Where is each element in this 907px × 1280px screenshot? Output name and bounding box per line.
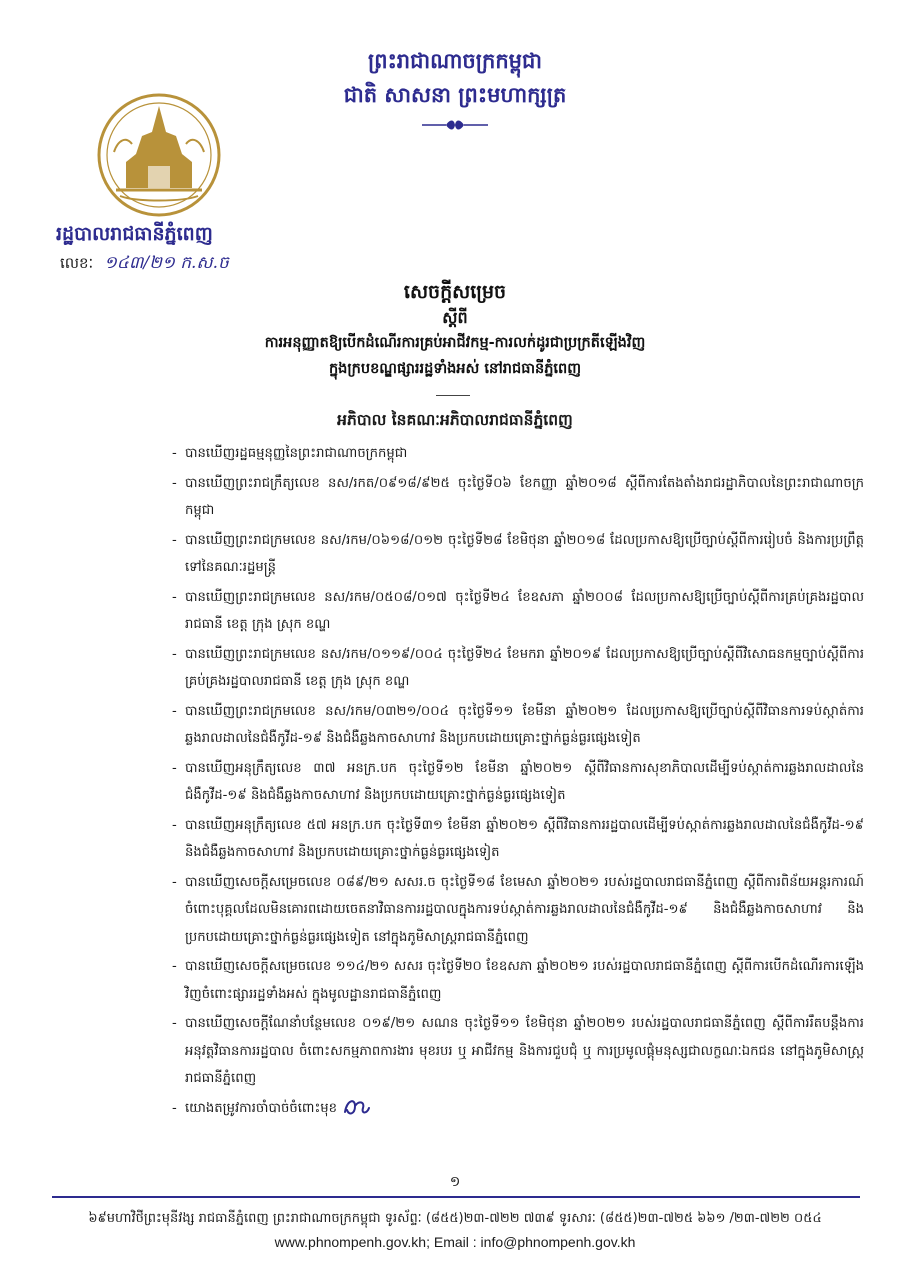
list-item: - បានឃើញសេចក្តីសម្រេចលេខ ១១៤/២១ សសរ ចុះថ្ងៃទី២០ ខែឧសភា ឆ្នាំ២០២១ របស់រដ្ឋបាលរាជធានីភ្នំពេញ ស្តីពីការបើកដំណើរការឡើងវិញចំពោះផ្សាររដ្ឋទាំងអស់ ក្នុងមូលដ្ឋានរាជធានីភ្នំពេញ — [172, 953, 864, 1008]
reference-value: ១៤៣/២១ ក.ស.ច — [103, 253, 229, 273]
reference-label: លេខៈ — [60, 254, 94, 272]
list-item: - បានឃើញព្រះរាជក្រមលេខ នស/រកម/០១១៩/០០៤ ចុះថ្ងៃទី២៤ ខែមករា ឆ្នាំ២០១៩ ដែលប្រកាសឱ្យប្រើច្បាប់ស្តីពីវិសោធនកម្មច្បាប់ស្តីពីការគ្រប់គ្រងរដ្ឋបាលរាជធានី ខេត្ត ក្រុង ស្រុក ខណ្ឌ — [172, 641, 864, 696]
governor-line: អភិបាល នៃគណៈអភិបាលរាជធានីភ្នំពេញ — [337, 411, 573, 429]
list-item: - បានឃើញព្រះរាជក្រមលេខ នស/រកម/០៦១៨/០១២ ចុះថ្ងៃទី២៨ ខែមិថុនា ឆ្នាំ២០១៨ ដែលប្រកាសឱ្យប្រើច្បាប់ស្តីពីការរៀបចំ និងការប្រព្រឹត្តទៅនៃគណៈរដ្ឋមន្ត្រី — [172, 527, 864, 582]
list-item: - បានឃើញសេចក្តីសម្រេចលេខ ០៨៩/២១ សសរ.ច ចុះថ្ងៃទី១៨ ខែមេសា ឆ្នាំ២០២១ របស់រដ្ឋបាលរាជធានីភ្នំពេញ ស្តីពីការពិន័យអន្តរការណ៍ចំពោះបុគ្គលដែលមិនគោរពដោយចេតនាវិធានការរដ្ឋបាលក្នុងការទប់ស្កាត់ការឆ្លងរាលដាលនៃជំងឺកូវីដ-១៩ និងជំងឺឆ្លងកាចសាហាវ និងប្រកបដោយគ្រោះថ្នាក់ធ្ងន់ធ្ងរផ្សេងទៀត នៅក្នុងភូមិសាស្ត្ររាជធានីភ្នំពេញ — [172, 869, 864, 952]
footer-address: ៦៩មហាវិថីព្រះមុនីវង្ស រាជធានីភ្នំពេញ ព្រះរាជាណាចក្រកម្ពុជា ទូរស័ព្ទៈ (៨៥៥)២៣-៧២២ ៧៣៩ ទូរសារៈ (៨៥៥)២៣-៧២៥ ៦៦១ /២៣-៧២២ ០៥៤ — [88, 1211, 822, 1226]
list-item-last — [172, 1095, 864, 1123]
kingdom-header — [300, 44, 610, 112]
national-motto: ជាតិ សាសនា ព្រះមហាក្សត្រ — [343, 83, 567, 107]
footer-divider — [52, 1196, 860, 1198]
page-number: ១ — [449, 1174, 461, 1190]
about-heading: ស្តីពី — [442, 308, 468, 327]
subject-line-2: ក្នុងក្របខណ្ឌផ្សាររដ្ឋទាំងអស់ នៅរាជធានីភ្នំពេញ — [328, 361, 582, 377]
list-item: - បានឃើញអនុក្រឹត្យលេខ ៥៧ អនក្រ.បក ចុះថ្ងៃទី៣១ ខែមីនា ឆ្នាំ២០២១ ស្តីពីវិធានការរដ្ឋបាលដើម្បីទប់ស្កាត់ការឆ្លងរាលដាលនៃជំងឺកូវីដ-១៩ និងជំងឺឆ្លងកាចសាហាវ និងប្រកបដោយគ្រោះថ្នាក់ធ្ងន់ធ្ងរផ្សេងទៀត — [172, 812, 864, 867]
subject-line-1: ការអនុញ្ញាតឱ្យបើកដំណើរការគ្រប់អាជីវកម្ម-ការលក់ដូរជាប្រក្រតីឡើងវិញ — [264, 335, 646, 351]
list-item: - បានឃើញព្រះរាជក្រឹត្យលេខ នស/រកត/០៩១៨/៩២៥ ចុះថ្ងៃទី០៦ ខែកញ្ញា ឆ្នាំ២០១៨ ស្តីពីការតែងតាំងរាជរដ្ឋាភិបាលនៃព្រះរាជាណាចក្រកម្ពុជា — [172, 470, 864, 525]
reference-number — [60, 252, 229, 277]
footer-contact: www.phnompenh.gov.kh; Email : info@phnompenh.gov.kh — [274, 1234, 636, 1250]
issuer-name: រដ្ឋបាលរាជធានីភ្នំពេញ — [56, 223, 213, 245]
decision-heading: សេចក្តីសម្រេច — [403, 281, 507, 303]
last-item-text: យោងតម្រូវការចាំបាច់ចំពោះមុខ — [185, 1100, 338, 1116]
handwritten-initials-icon — [341, 1096, 371, 1120]
kingdom-name: ព្រះរាជាណាចក្រកម្ពុជា — [367, 49, 542, 73]
phnom-penh-seal-icon — [96, 92, 222, 218]
title-divider — [436, 395, 470, 396]
recitals-list — [172, 440, 864, 1124]
ornament-divider-icon — [420, 118, 490, 132]
decision-title — [160, 278, 750, 382]
list-item: - បានឃើញព្រះរាជក្រមលេខ នស/រកម/០៥០៨/០១៧ ចុះថ្ងៃទី២៤ ខែឧសភា ឆ្នាំ២០០៨ ដែលប្រកាសឱ្យប្រើច្បាប់ស្តីពីការគ្រប់គ្រងរដ្ឋបាលរាជធានី ខេត្ត ក្រុង ស្រុក ខណ្ឌ — [172, 584, 864, 639]
list-item: - បានឃើញអនុក្រឹត្យលេខ ៣៧ អនក្រ.បក ចុះថ្ងៃទី១២ ខែមីនា ឆ្នាំ២០២១ ស្តីពីវិធានការសុខាភិបាលដើម្បីទប់ស្កាត់ការឆ្លងរាលដាលនៃជំងឺកូវីដ-១៩ និងជំងឺឆ្លងកាចសាហាវ និងប្រកបដោយគ្រោះថ្នាក់ធ្ងន់ធ្ងរផ្សេងទៀត — [172, 755, 864, 810]
list-item: - បានឃើញសេចក្តីណែនាំបន្ថែមលេខ ០១៩/២១ សណន ចុះថ្ងៃទី១១ ខែមិថុនា ឆ្នាំ២០២១ របស់រដ្ឋបាលរាជធានីភ្នំពេញ ស្តីពីការរឹតបន្តឹងការអនុវត្តវិធានការរដ្ឋបាល ចំពោះសកម្មភាពការងារ មុខរបរ ឬ អាជីវកម្ម និងការជួបជុំ ឬ ការប្រមូលផ្តុំមនុស្សជាលក្ខណៈឯកជន នៅក្នុងភូមិសាស្ត្ររាជធានីភ្នំពេញ — [172, 1010, 864, 1093]
list-item: - បានឃើញរដ្ឋធម្មនុញ្ញនៃព្រះរាជាណាចក្រកម្ពុជា — [172, 440, 864, 468]
list-item: - បានឃើញព្រះរាជក្រមលេខ នស/រកម/០៣២១/០០៤ ចុះថ្ងៃទី១១ ខែមីនា ឆ្នាំ២០២១ ដែលប្រកាសឱ្យប្រើច្បាប់ស្តីពីវិធានការទប់ស្កាត់ការឆ្លងរាលដាលនៃជំងឺកូវីដ-១៩ និងជំងឺឆ្លងកាចសាហាវ និងប្រកបដោយគ្រោះថ្នាក់ធ្ងន់ធ្ងរផ្សេងទៀត — [172, 698, 864, 753]
